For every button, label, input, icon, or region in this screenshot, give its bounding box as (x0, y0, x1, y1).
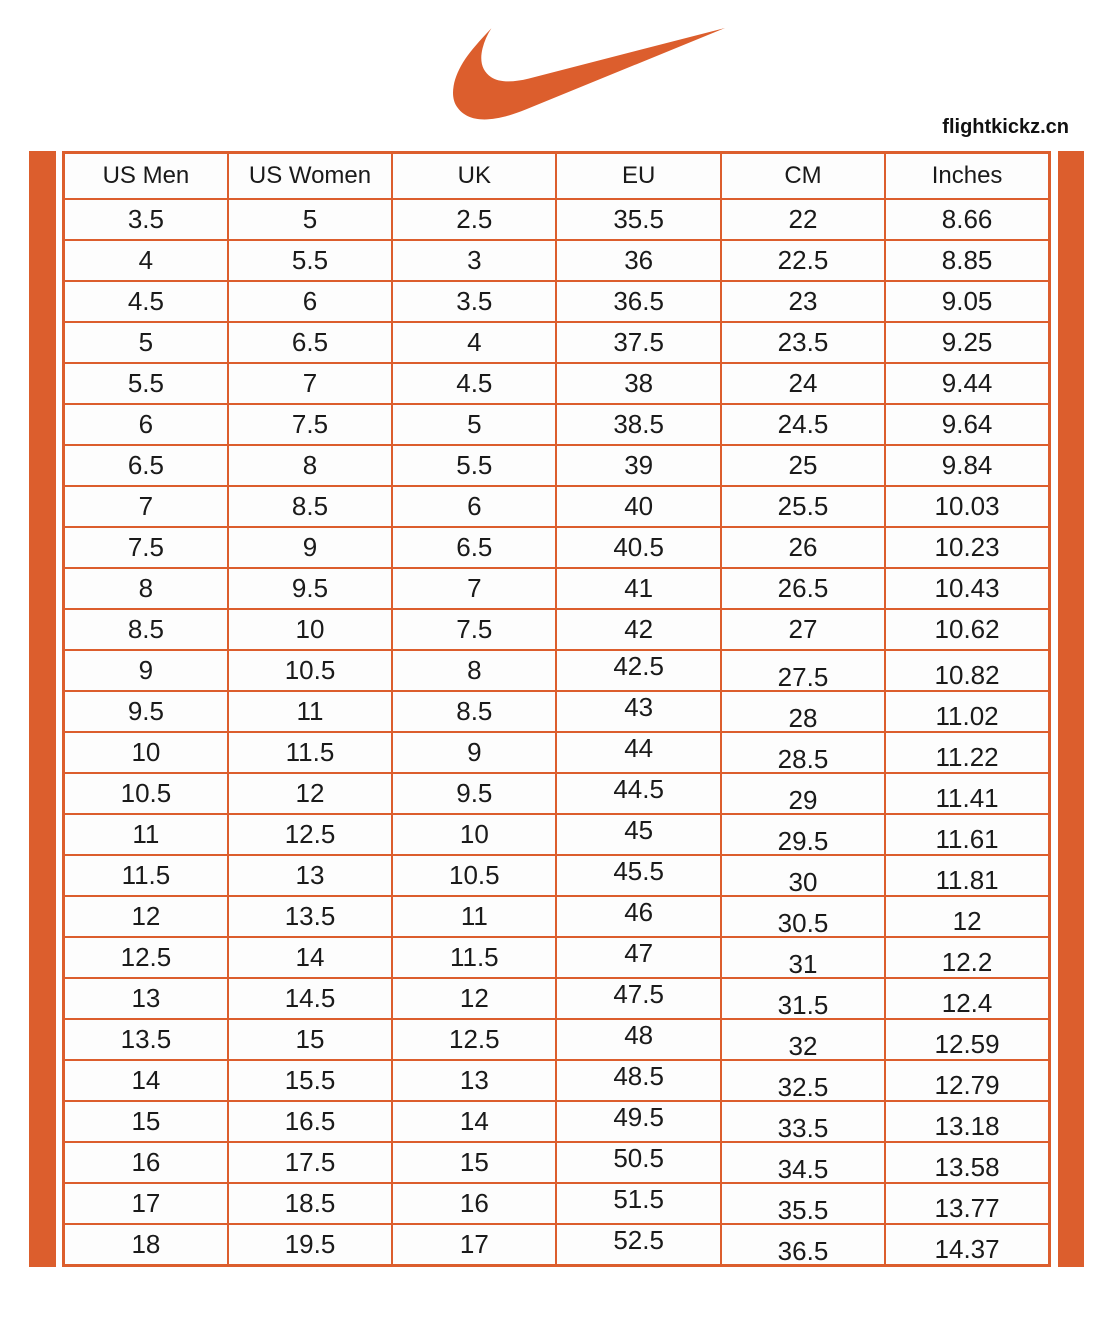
size-cell: 25.5 (721, 486, 885, 527)
size-cell: 12 (228, 773, 392, 814)
size-cell: 10 (228, 609, 392, 650)
size-cell: 7 (228, 363, 392, 404)
size-cell: 15.5 (228, 1060, 392, 1101)
size-cell: 29.5 (721, 814, 885, 855)
size-cell: 27.5 (721, 650, 885, 691)
size-cell: 12.2 (885, 937, 1049, 978)
size-cell: 2.5 (392, 199, 556, 240)
table-row (64, 1183, 1050, 1224)
size-cell: 31 (721, 937, 885, 978)
size-cell: 15 (64, 1101, 228, 1142)
size-cell: 7 (64, 486, 228, 527)
size-cell: 35.5 (721, 1183, 885, 1224)
size-cell: 22 (721, 199, 885, 240)
size-cell: 12.5 (228, 814, 392, 855)
size-cell: 3.5 (392, 281, 556, 322)
table-row (64, 363, 1050, 404)
size-cell: 23.5 (721, 322, 885, 363)
size-cell: 44 (556, 732, 720, 773)
size-cell: 32.5 (721, 1060, 885, 1101)
table-row (64, 896, 1050, 937)
size-cell: 11 (392, 896, 556, 937)
size-cell: 6 (64, 404, 228, 445)
size-cell: 9 (228, 527, 392, 568)
size-cell: 8.85 (885, 240, 1049, 281)
size-cell: 11.22 (885, 732, 1049, 773)
size-cell: 6 (228, 281, 392, 322)
size-cell: 48.5 (556, 1060, 720, 1101)
size-cell: 3.5 (64, 199, 228, 240)
size-cell: 5.5 (228, 240, 392, 281)
size-cell: 10 (64, 732, 228, 773)
table-header-row (64, 153, 1050, 199)
size-cell: 9.25 (885, 322, 1049, 363)
size-cell: 14.5 (228, 978, 392, 1019)
size-cell: 41 (556, 568, 720, 609)
size-cell: 13.58 (885, 1142, 1049, 1183)
size-cell: 9.05 (885, 281, 1049, 322)
size-cell: 29 (721, 773, 885, 814)
table-row (64, 1142, 1050, 1183)
size-cell: 11.02 (885, 691, 1049, 732)
size-cell: 10.82 (885, 650, 1049, 691)
size-cell: 10.43 (885, 568, 1049, 609)
left-accent-bar (29, 151, 56, 1267)
size-cell: 52.5 (556, 1224, 720, 1266)
table-row (64, 1060, 1050, 1101)
table-row (64, 855, 1050, 896)
size-cell: 24.5 (721, 404, 885, 445)
size-cell: 28.5 (721, 732, 885, 773)
size-cell: 8.66 (885, 199, 1049, 240)
size-cell: 9.5 (64, 691, 228, 732)
size-cell: 5 (64, 322, 228, 363)
size-cell: 10.23 (885, 527, 1049, 568)
table-row (64, 199, 1050, 240)
size-cell: 43 (556, 691, 720, 732)
size-cell: 19.5 (228, 1224, 392, 1266)
size-cell: 22.5 (721, 240, 885, 281)
size-cell: 30.5 (721, 896, 885, 937)
nike-swoosh-path (453, 28, 725, 119)
size-cell: 16 (64, 1142, 228, 1183)
size-cell: 4 (64, 240, 228, 281)
size-cell: 8 (228, 445, 392, 486)
size-cell: 10.5 (392, 855, 556, 896)
size-cell: 18.5 (228, 1183, 392, 1224)
column-header: EU (556, 153, 720, 199)
size-cell: 33.5 (721, 1101, 885, 1142)
size-cell: 6.5 (228, 322, 392, 363)
size-cell: 14 (64, 1060, 228, 1101)
table-row (64, 773, 1050, 814)
table-row (64, 691, 1050, 732)
table-row (64, 281, 1050, 322)
size-cell: 7.5 (228, 404, 392, 445)
size-cell: 40.5 (556, 527, 720, 568)
size-cell: 8 (392, 650, 556, 691)
table-row (64, 609, 1050, 650)
size-cell: 9 (64, 650, 228, 691)
size-cell: 48 (556, 1019, 720, 1060)
size-cell: 12.79 (885, 1060, 1049, 1101)
table-row (64, 486, 1050, 527)
table-row (64, 1019, 1050, 1060)
size-cell: 9.44 (885, 363, 1049, 404)
size-cell: 16.5 (228, 1101, 392, 1142)
size-cell: 9 (392, 732, 556, 773)
size-cell: 11.5 (64, 855, 228, 896)
size-cell: 9.5 (228, 568, 392, 609)
size-cell: 7.5 (64, 527, 228, 568)
size-cell: 13 (64, 978, 228, 1019)
size-cell: 8.5 (64, 609, 228, 650)
size-cell: 11.5 (228, 732, 392, 773)
size-cell: 9.84 (885, 445, 1049, 486)
size-cell: 11.81 (885, 855, 1049, 896)
size-cell: 35.5 (556, 199, 720, 240)
size-cell: 14 (228, 937, 392, 978)
size-cell: 8.5 (228, 486, 392, 527)
size-cell: 10.5 (64, 773, 228, 814)
size-cell: 42 (556, 609, 720, 650)
table-row (64, 527, 1050, 568)
size-cell: 5.5 (64, 363, 228, 404)
size-cell: 11.41 (885, 773, 1049, 814)
size-cell: 11 (64, 814, 228, 855)
size-cell: 30 (721, 855, 885, 896)
size-cell: 17 (392, 1224, 556, 1266)
column-header: CM (721, 153, 885, 199)
size-cell: 13.77 (885, 1183, 1049, 1224)
size-cell: 14 (392, 1101, 556, 1142)
size-cell: 34.5 (721, 1142, 885, 1183)
size-cell: 11.61 (885, 814, 1049, 855)
size-cell: 4 (392, 322, 556, 363)
size-cell: 6.5 (392, 527, 556, 568)
size-cell: 31.5 (721, 978, 885, 1019)
size-cell: 5 (392, 404, 556, 445)
size-cell: 11 (228, 691, 392, 732)
size-cell: 7.5 (392, 609, 556, 650)
size-cell: 47 (556, 937, 720, 978)
size-cell: 39 (556, 445, 720, 486)
table-row (64, 1101, 1050, 1142)
size-cell: 13 (228, 855, 392, 896)
size-cell: 6 (392, 486, 556, 527)
size-cell: 47.5 (556, 978, 720, 1019)
table-row (64, 404, 1050, 445)
size-cell: 28 (721, 691, 885, 732)
right-accent-bar (1058, 151, 1084, 1267)
size-cell: 45.5 (556, 855, 720, 896)
size-cell: 38.5 (556, 404, 720, 445)
size-cell: 42.5 (556, 650, 720, 691)
size-cell: 18 (64, 1224, 228, 1266)
size-cell: 17.5 (228, 1142, 392, 1183)
size-cell: 49.5 (556, 1101, 720, 1142)
size-cell: 45 (556, 814, 720, 855)
size-cell: 6.5 (64, 445, 228, 486)
size-cell: 13.18 (885, 1101, 1049, 1142)
size-cell: 10.03 (885, 486, 1049, 527)
size-cell: 36 (556, 240, 720, 281)
table-row (64, 814, 1050, 855)
table-row (64, 650, 1050, 691)
size-cell: 27 (721, 609, 885, 650)
column-header: US Women (228, 153, 392, 199)
size-cell: 9.5 (392, 773, 556, 814)
table-row (64, 1224, 1050, 1266)
size-cell: 24 (721, 363, 885, 404)
size-cell: 44.5 (556, 773, 720, 814)
size-cell: 8.5 (392, 691, 556, 732)
size-cell: 5.5 (392, 445, 556, 486)
size-cell: 38 (556, 363, 720, 404)
size-cell: 15 (392, 1142, 556, 1183)
size-cell: 16 (392, 1183, 556, 1224)
size-cell: 9.64 (885, 404, 1049, 445)
table-row (64, 732, 1050, 773)
size-cell: 4.5 (392, 363, 556, 404)
table-row (64, 937, 1050, 978)
size-cell: 51.5 (556, 1183, 720, 1224)
size-cell: 12.5 (392, 1019, 556, 1060)
size-cell: 3 (392, 240, 556, 281)
size-cell: 40 (556, 486, 720, 527)
table-row (64, 978, 1050, 1019)
size-cell: 46 (556, 896, 720, 937)
size-cell: 23 (721, 281, 885, 322)
size-cell: 13.5 (228, 896, 392, 937)
size-cell: 50.5 (556, 1142, 720, 1183)
size-cell: 12 (64, 896, 228, 937)
nike-swoosh-icon (453, 28, 725, 120)
size-cell: 26 (721, 527, 885, 568)
table-row (64, 240, 1050, 281)
size-cell: 12.59 (885, 1019, 1049, 1060)
size-cell: 13.5 (64, 1019, 228, 1060)
size-cell: 12.5 (64, 937, 228, 978)
size-cell: 10.62 (885, 609, 1049, 650)
size-cell: 15 (228, 1019, 392, 1060)
size-table-container (29, 151, 1084, 1267)
size-cell: 4.5 (64, 281, 228, 322)
size-cell: 5 (228, 199, 392, 240)
size-cell: 11.5 (392, 937, 556, 978)
column-header: US Men (64, 153, 228, 199)
size-cell: 37.5 (556, 322, 720, 363)
table-row (64, 445, 1050, 486)
size-conversion-table (62, 151, 1051, 1267)
size-cell: 10 (392, 814, 556, 855)
size-cell: 13 (392, 1060, 556, 1101)
size-cell: 32 (721, 1019, 885, 1060)
size-cell: 17 (64, 1183, 228, 1224)
size-cell: 36.5 (556, 281, 720, 322)
size-cell: 36.5 (721, 1224, 885, 1266)
size-cell: 10.5 (228, 650, 392, 691)
size-cell: 8 (64, 568, 228, 609)
column-header: Inches (885, 153, 1049, 199)
size-cell: 26.5 (721, 568, 885, 609)
size-cell: 14.37 (885, 1224, 1049, 1266)
column-header: UK (392, 153, 556, 199)
size-cell: 12 (885, 896, 1049, 937)
size-cell: 12 (392, 978, 556, 1019)
size-cell: 7 (392, 568, 556, 609)
table-row (64, 322, 1050, 363)
table-row (64, 568, 1050, 609)
site-name: flightkickz.cn (942, 116, 1069, 138)
size-cell: 12.4 (885, 978, 1049, 1019)
size-cell: 25 (721, 445, 885, 486)
